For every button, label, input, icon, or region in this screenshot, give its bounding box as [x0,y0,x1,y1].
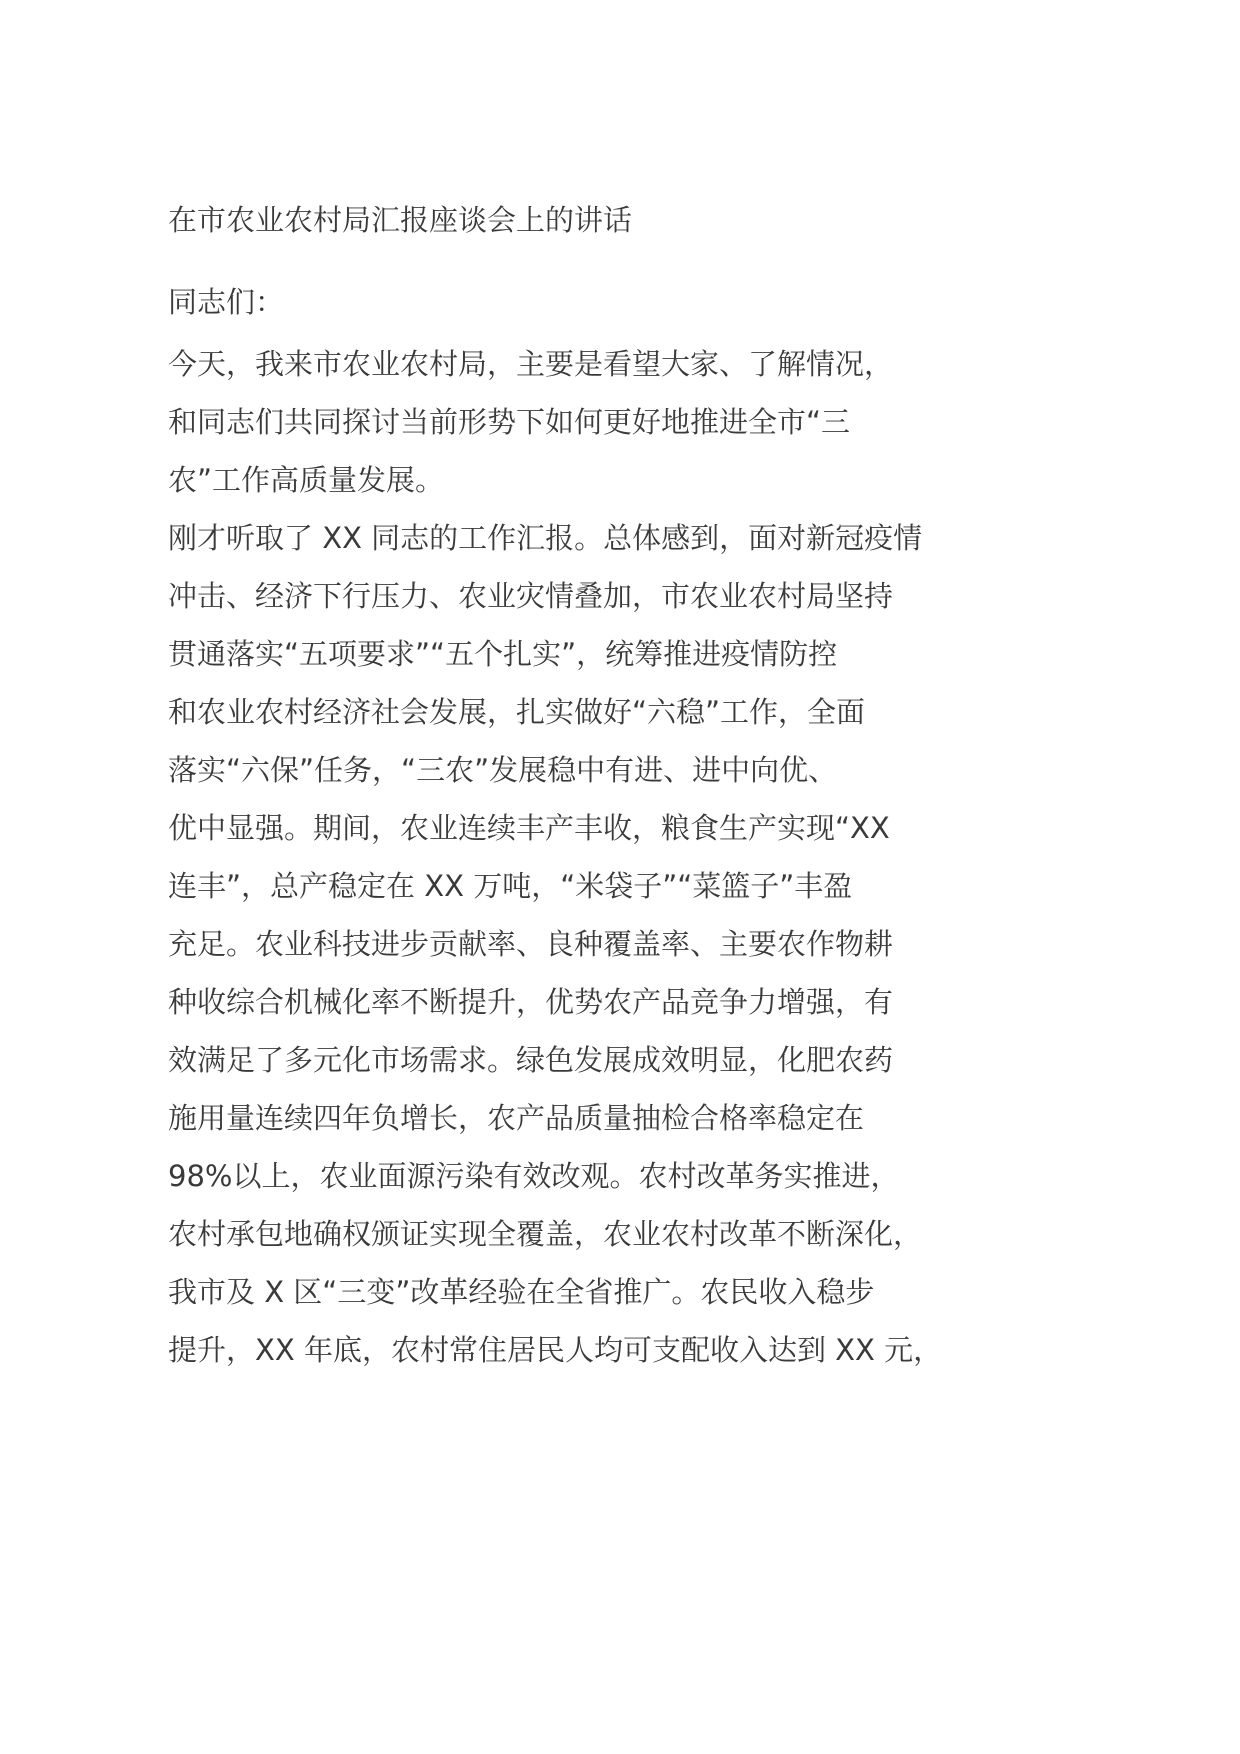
text-line: 和农业农村经济社会发展，扎实做好“六稳”工作，全面 [168,695,866,729]
text-line: 落实“六保”任务，“三农”发展稳中有进、进中向优、 [168,753,838,787]
text-line: 农村承包地确权颁证实现全覆盖，农业农村改革不断深化， [168,1217,923,1251]
text-line: 种收综合机械化率不断提升，优势农产品竞争力增强，有 [168,985,894,1019]
text-line: 贯通落实“五项要求”“五个扎实”，统筹推进疫情防控 [168,637,838,671]
text-line: 冲击、经济下行压力、农业灾情叠加，市农业农村局坚持 [168,579,894,613]
text-line: 今天，我来市农业农村局，主要是看望大家、了解情况， [168,347,894,381]
text-line: 施用量连续四年负增长，农产品质量抽检合格率稳定在 [168,1101,865,1135]
text-line: 优中显强。期间，农业连续丰产丰收，粮食生产实现“XX [168,811,890,845]
document-title: 在市农业农村局汇报座谈会上的讲话 [168,203,633,237]
text-line: 连丰”，总产稳定在 XX 万吨，“米袋子”“菜篮子”丰盈 [168,869,853,903]
text-line: 刚才听取了 XX 同志的工作汇报。总体感到，面对新冠疫情 [168,521,923,555]
text-line: 效满足了多元化市场需求。绿色发展成效明显，化肥农药 [168,1043,894,1077]
text-line: 提升，XX 年底，农村常住居民人均可支配收入达到 XX 元， [168,1333,943,1367]
text-line: 我市及 X 区“三变”改革经验在全省推广。农民收入稳步 [168,1275,875,1309]
text-line: 和同志们共同探讨当前形势下如何更好地推进全市“三 [168,405,851,439]
text-line: 98%以上，农业面源污染有效改观。农村改革务实推进， [168,1159,900,1193]
text-line: 农”工作高质量发展。 [168,463,445,497]
text-line: 充足。农业科技进步贡献率、良种覆盖率、主要农作物耕 [168,927,894,961]
salutation: 同志们： [168,285,285,319]
